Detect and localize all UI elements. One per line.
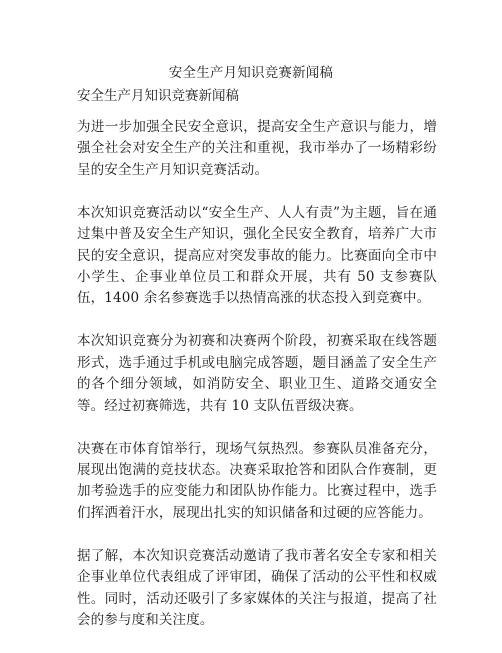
document-title: 安全生产月知识竞赛新闻稿 — [168, 65, 334, 81]
paragraph-final: 决赛在市体育馆举行，现场气氛热烈。参赛队员准备充分，展现出饱满的竞技状态。决赛采取抢答和团队合作赛制，更加考验选手的应变能力和团队协作能力。比赛过程中，选手们挥洒着汗水，展现出扎实的知识储备和过硬的应答能力。 — [77, 440, 437, 521]
document-body — [77, 85, 437, 653]
paragraph-format: 本次知识竞赛分为初赛和决赛两个阶段，初赛采取在线答题形式，选手通过手机或电脑完成答题，题目涵盖了安全生产的各个细分领域，如消防安全、职业卫生、道路交通安全等。经过初赛筛选，共有 10 支队伍晋级决赛。 — [77, 333, 437, 414]
paragraph-judges: 据了解，本次知识竞赛活动邀请了我市著名安全专家和相关企事业单位代表组成了评审团，确保了活动的公平性和权威性。同时，活动还吸引了多家媒体的关注与报道，提高了社会的参与度和关注度。 — [77, 547, 437, 629]
paragraph-intro: 为进一步加强全民安全意识，提高安全生产意识与能力，增强全社会对安全生产的关注和重视，我市举办了一场精彩纷呈的安全生产月知识竞赛活动。 — [77, 119, 437, 178]
document-subtitle: 安全生产月知识竞赛新闻稿 — [77, 88, 239, 104]
paragraph-theme: 本次知识竞赛活动以“安全生产、人人有责”为主题，旨在通过集中普及安全生产知识，强化全民安全教育，培养广大市民的安全意识，提高应对突发事故的能力。比赛面向全市中小学生、企事业单位员工和群众开展，共有 50 支参赛队伍，1400 余名参赛选手以热情高涨的状态投入到竞赛中。 — [77, 204, 437, 307]
